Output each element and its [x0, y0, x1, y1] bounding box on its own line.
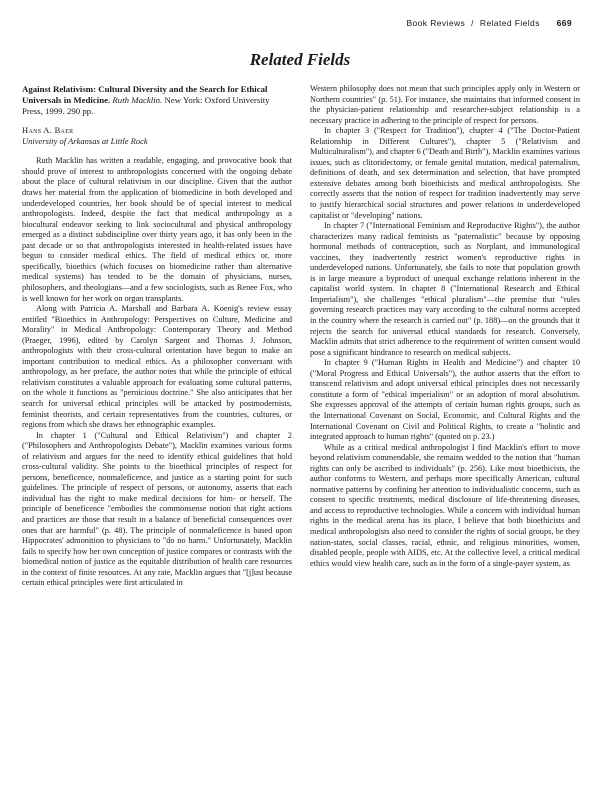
running-head-separator: /	[471, 18, 474, 28]
body-paragraph: In chapter 1 ("Cultural and Ethical Relativism") and chapter 2 ("Philosophers and Anthropologists Debate"), Macklin examines various forms of relativism and argues for the need to identify ethical guidelines that hold cross-cultural validity. She points to the bioethical principles of respect for persons, beneficence, nonmaleficence, and justice as a starting point for such guidelines. The principle of respect of persons, or autonomy, asserts that each individual has the right to make medical decisions for him- or herself. The principle of beneficence "embodies the commonsense notion that right actions and practices are those that result in a balance of beneficial consequences over ones that are harmful" (p. 48). The principle of nonmaleficence is based upon Hippocrates' admonition to physicians to "do no harm." Unfortunately, Macklin fails to specify how her own conception of justice compares or contrasts with the biomedical notion of justice as the equitable distribution of health care resources in the context of finite resources. At any rate, Macklin argues that "[j]ust because certain ethical principles were first articulated in	[22, 430, 292, 588]
body-paragraph: Ruth Macklin has written a readable, engaging, and provocative book that should prove of interest to anthropologists concerned with the ongoing debate about the place of cultural relativism in our discipline. Given that the author draws her material from the application of biomedicine in both developed and underdeveloped countries, her book should be of special interest to medical anthropologists. Indeed, despite the fact that medical anthropology as a biocultural endeavor seeking to link sociocultural and physical anthropology emerged as a distinct subdiscipline over thirty years ago, it has only been in the past decade or so that anthropologists interested in health-related issues have begun to consider medical ethics. The field of medical ethics or, more specifically, bioethics (which focuses on biomedicine rather than alternative medical systems) has tended to be the domain of physicians, nurses, philosophers, and theologians—and a few sociologists, such as Renee Fox, who is well known for her work on organ transplants.	[22, 156, 292, 303]
reviewer-block	[22, 125, 292, 146]
book-publisher: New York: Oxford University Press, 1999. 290 pp.	[22, 94, 270, 116]
running-head-section: Book Reviews	[406, 18, 466, 28]
reviewer-name: Hans A. Baer	[22, 125, 74, 136]
book-citation	[22, 84, 292, 116]
running-head-subsection: Related Fields	[479, 18, 540, 28]
section-title: Related Fields	[249, 50, 351, 69]
running-head	[28, 18, 572, 28]
reviewer-affiliation: University of Arkansas at Little Rock	[22, 135, 148, 146]
body-paragraph: While as a critical medical anthropologist I find Macklin's effort to move beyond relativism commendable, she remains wedded to the notion that "human rights can only be ascribed to individuals" (p. 256). Like most bioethicists, the author conforms to Western, and perhaps more specifically American, cultural normative patterns by confining her attention to individualistic concerns, such as consent to specific treatments, medical disclosure of life-threatening diseases, and access to reproductive technologies. While a concern with individual human rights in the medical arena has its place, I believe that both bioethicists and medical anthropologists also need to consider the rights of social groups, be they nation-states, social classes, racial, ethnic, and religious minorities, women, disabled people, people with AIDS, etc. At the collective level, a critical medical ethics would view health care, such as in the form of a single-payer system, as	[310, 442, 580, 568]
body-paragraph: In chapter 7 ("International Feminism and Reproductive Rights"), the author characterizes many radical feminists as "paternalistic" because by opposing hormonal methods of contraception, such as Norplant, and immunological vaccines, they inadvertently restrict women's reproductive rights in underdeveloped nations. Unfortunately, she fails to note that population growth is in large measure a byproduct of unequal exchange relations inherent in the capitalist world system. In chapter 8 ("International Research and Ethical Imperialism"), she challenges "ethical pluralism"—the premise that "rules governing research practices may vary according to the cultural norms accepted in the country where the research is carried out" (p. 188)—on the grounds that it rejects the search for universal ethical standards for research. Conversely, Macklin admits that strict adherence to the requirement of written consent would pose a significant hindrance to research on medical subjects.	[310, 221, 580, 357]
page-number: 669	[556, 18, 572, 28]
book-author: Ruth Macklin.	[112, 94, 163, 105]
book-title: Against Relativism: Cultural Diversity and the Search for Ethical Universals in Medicine.	[22, 84, 268, 105]
right-column	[310, 84, 580, 804]
body-paragraph-continued: Western philosophy does not mean that such principles apply only in Western or Northern countries" (p. 51). For instance, she maintains that informed consent in the physician-patient relationship and researcher-subject relationship is a necessary practice in adhering to the principle of respect for persons.	[310, 84, 580, 125]
body-paragraph: In chapter 9 ("Human Rights in Health and Medicine") and chapter 10 ("Moral Progress and Ethical Universals"), the author asserts that the effort to transcend relativism and adopt universal ethical principles does not necessarily constitute a form of "ethical imperialism" or an adoption of moral absolutism. She expresses approval of the attempts of certain human rights groups, such as the International Covenant on Social, Economic, and Cultural Rights and the International Covenant on Civil and Political Rights, to create a "holistic and integrated approach to human rights" (quoted on p. 23.)	[310, 358, 580, 442]
left-column	[22, 84, 292, 804]
body-paragraph: Along with Patricia A. Marshall and Barbara A. Koenig's review essay entitled "Bioethics in Anthropology: Perspectives on Culture, Medicine and Morality" in Medical Anthropology: Contemporary Theory and Method (Praeger, 1996), edited by Carolyn Sargent and Thomas J. Johnson, anthropologists with their cross-cultural orientation have begun to make an important contribution to medical ethics. As a philosopher conversant with anthropology, as her preface, the author notes that while the principle of ethical relativism constitutes a valuable approach for evaluating some cultural patterns, on the whole it functions as "pernicious doctrine." She also anticipates that her search for universal ethical principles will be attacked by postmodernists, feminist theorists, and certain representatives from the countries, cultures, or regions from which she draws her ethnographic examples.	[22, 304, 292, 430]
body-paragraph: In chapter 3 ("Respect for Tradition"), chapter 4 ("The Doctor-Patient Relationship in Different Cultures"), chapter 5 ("Relativism and Multiculturalism"), and chapter 6 ("Death and Birth"), Macklin examines various issues, such as clitoridectomy, or female genital mutation, medical paternalism, definitions of death, and sex determination and selection, that have prompted extensive debates among both bioethicists and medical anthropologists. She correctly asserts that the notion of respect for tradition inadvertently may serve to justify hierarchical social structures and power relations in underdeveloped capitalist or "developing" nations.	[310, 126, 580, 220]
